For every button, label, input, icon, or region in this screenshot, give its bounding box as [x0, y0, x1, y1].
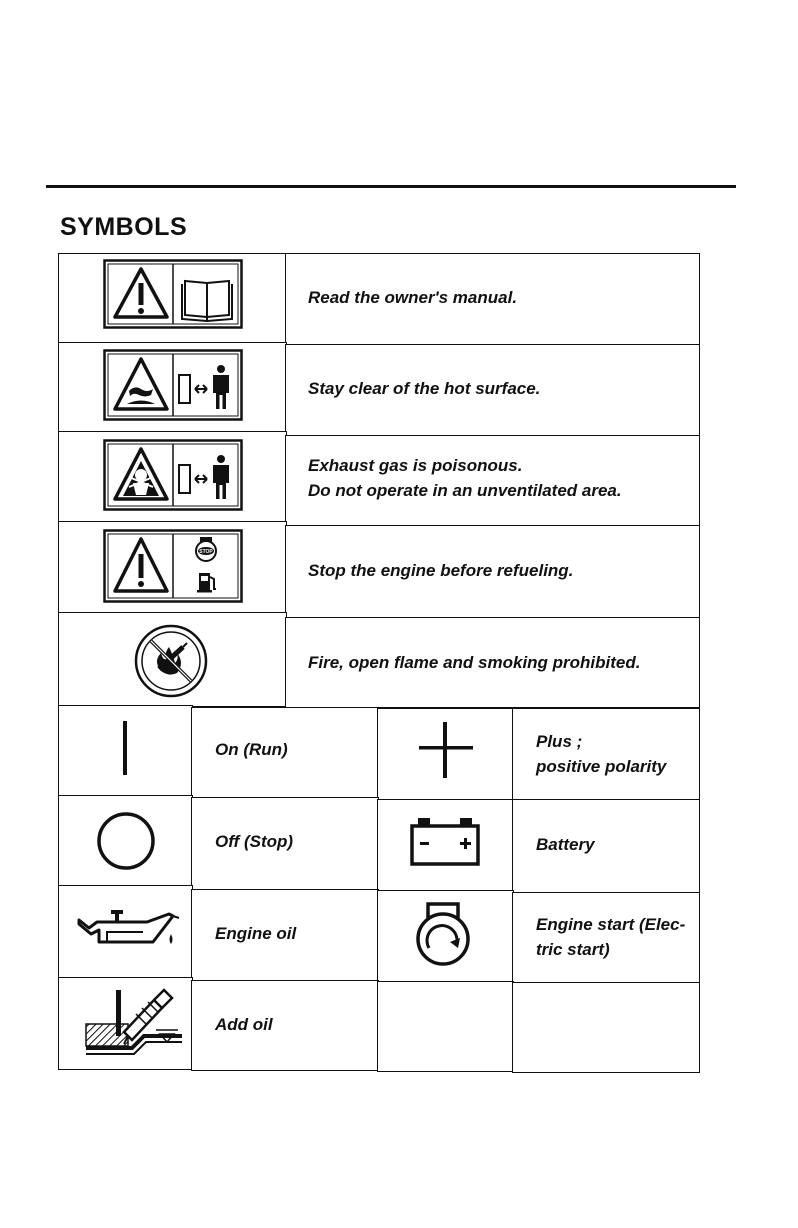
- stop-before-refuel-label-icon: [103, 529, 243, 603]
- warning-row-3-line-2: Do not operate in an unventilated area.: [308, 481, 622, 500]
- engine-start-line-2: tric start): [536, 940, 610, 959]
- engine-oil-line-1: Engine oil: [215, 924, 297, 943]
- page-heading: SYMBOLS: [60, 213, 188, 241]
- warning-row-2-line-1: Stay clear of the hot surface.: [308, 379, 541, 398]
- engine-start-line-1: Engine start (Elec-: [536, 915, 686, 934]
- off-stop-icon: [95, 810, 157, 872]
- warning-row-4-text: [308, 558, 573, 583]
- warning-row-1-text: [308, 285, 517, 310]
- read-manual-label-icon: [103, 259, 243, 329]
- grid-r4-c4-cell: [512, 982, 700, 1073]
- battery-icon: [408, 814, 482, 870]
- battery-text: [536, 832, 595, 857]
- engine-start-icon: [412, 898, 474, 968]
- on-run-text: [215, 737, 288, 762]
- warning-row-2-text: [308, 376, 540, 401]
- on-run-icon: [118, 719, 132, 777]
- plus-line-2: positive polarity: [536, 757, 667, 776]
- add-oil-icon: [84, 986, 188, 1062]
- warning-row-1-line-1: Read the owner's manual.: [308, 288, 518, 307]
- add-oil-text: [215, 1012, 273, 1037]
- battery-line-1: Battery: [536, 835, 595, 854]
- engine-start-text: [536, 912, 685, 962]
- top-rule: [46, 185, 736, 188]
- plus-icon: [415, 720, 477, 780]
- engine-oil-icon: [77, 908, 187, 950]
- add-oil-line-1: Add oil: [215, 1015, 273, 1034]
- warning-row-5-line-1: Fire, open flame and smoking prohibited.: [308, 653, 641, 672]
- grid-r4-c3-cell: [377, 981, 514, 1072]
- warning-row-5-text: [308, 650, 640, 675]
- hot-surface-label-icon: [103, 349, 243, 421]
- off-stop-line-1: Off (Stop): [215, 832, 294, 851]
- engine-oil-text: [215, 921, 296, 946]
- warning-row-4-line-1: Stop the engine before refueling.: [308, 561, 574, 580]
- svg-text:STOP: STOP: [199, 549, 213, 555]
- plus-line-1: Plus ;: [536, 732, 583, 751]
- exhaust-gas-label-icon: [103, 439, 243, 511]
- plus-text: [536, 729, 666, 779]
- on-run-line-1: On (Run): [215, 740, 288, 759]
- off-stop-text: [215, 829, 293, 854]
- warning-row-3-line-1: Exhaust gas is poisonous.: [308, 456, 523, 475]
- no-fire-smoking-icon: [133, 623, 209, 699]
- warning-row-3-text: [308, 453, 622, 503]
